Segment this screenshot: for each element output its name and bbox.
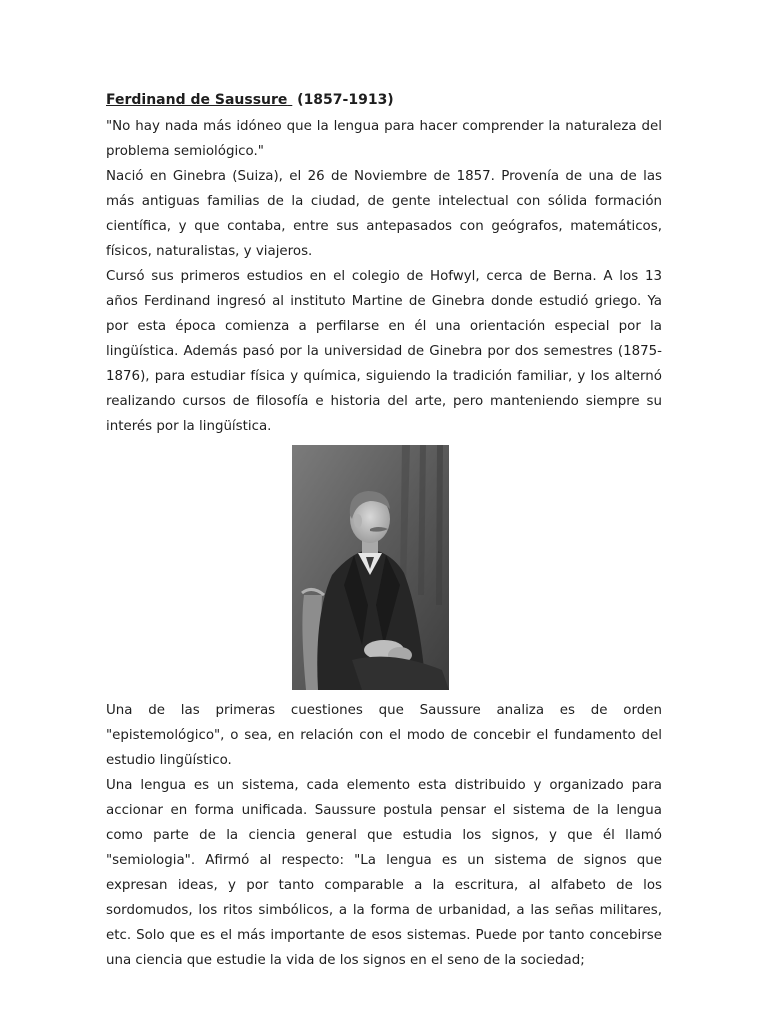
- paragraph-birth: Nació en Ginebra (Suiza), el 26 de Noviembre de 1857. Provenía de una de las más antiguas familias de la ciudad, de gente intelectual con sólida formación científica, y que contaba, entre sus antepasados con geógrafos, matemáticos, físicos, naturalistas, y viajeros.: [106, 169, 662, 259]
- paragraph-quote: "No hay nada más idóneo que la lengua para hacer comprender la naturaleza del problema semiológico.": [106, 119, 662, 159]
- portrait-image: [292, 445, 449, 690]
- title-years: (1857-1913): [297, 92, 394, 108]
- document-content: [106, 88, 662, 973]
- title-name: Ferdinand de Saussure: [106, 92, 288, 108]
- page-title: [106, 88, 662, 113]
- paragraph-studies: Cursó sus primeros estudios en el colegio de Hofwyl, cerca de Berna. A los 13 años Ferdinand ingresó al instituto Martine de Ginebra donde estudió griego. Ya por esta época comienza a perfilarse en él una orientación especial por la lingüística. Además pasó por la universidad de Ginebra por dos semestres (1875-1876), para estudiar física y química, siguiendo la tradición familiar, y los alternó realizando cursos de filosofía e historia del arte, pero manteniendo siempre su interés por la lingüística.: [106, 269, 662, 434]
- portrait-photo: [292, 445, 449, 690]
- paragraph-system: Una lengua es un sistema, cada elemento esta distribuido y organizado para accionar en forma unificada. Saussure postula pensar el sistema de la lengua como parte de la ciencia general que estudia los signos, y que él llamó "semiologia". Afirmó al respecto: "La lengua es un sistema de signos que expresan ideas, y por tanto comparable a la escritura, al alfabeto de los sordomudos, los ritos simbólicos, a la forma de urbanidad, a las señas militares, etc. Solo que es el más importante de esos sistemas. Puede por tanto concebirse una ciencia que estudie la vida de los signos en el seno de la sociedad;: [106, 778, 662, 968]
- paragraph-epistemology: Una de las primeras cuestiones que Saussure analiza es de orden "epistemológico", o sea, en relación con el modo de concebir el fundamento del estudio lingüístico.: [106, 703, 662, 768]
